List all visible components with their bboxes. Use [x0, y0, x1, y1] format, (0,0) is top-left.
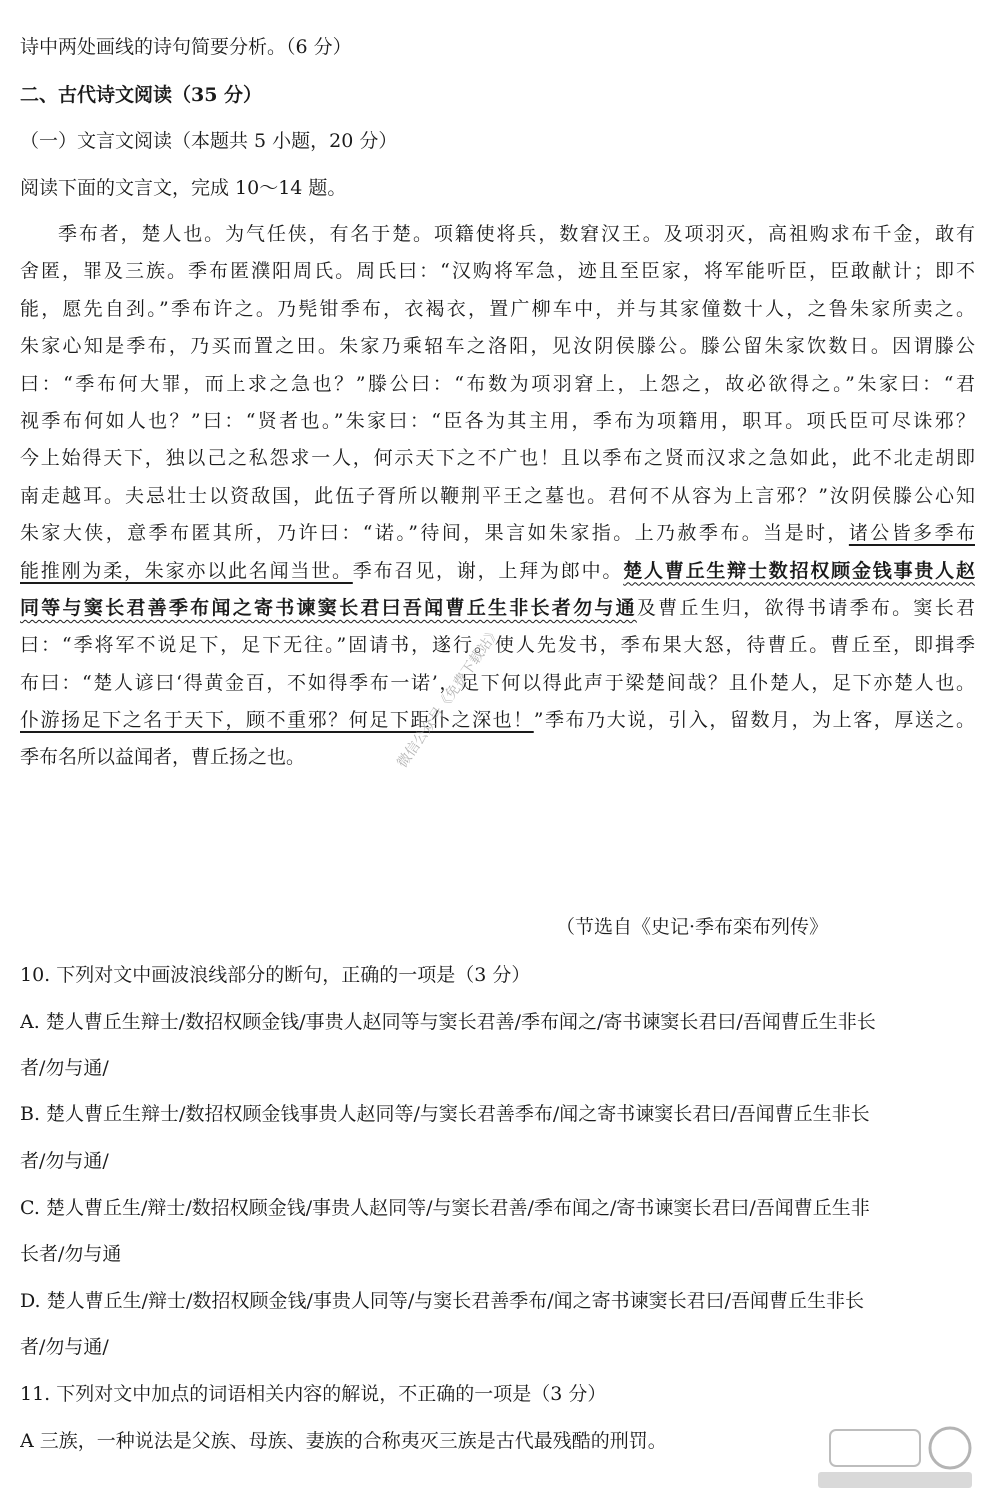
passage-line: 能，愿先自刭。”季布许之。乃髡钳季布，衣褐衣，置广柳车中，并与其家僮数十人，之鲁朱家所卖之。 [20, 297, 975, 320]
passage-line: 曰：“季布何大罪，而上求之急也？”滕公曰：“布数为项羽窘上，上怨之，故必欲得之。”朱家曰：“君 [20, 372, 975, 395]
site-logo-icon [810, 1422, 980, 1492]
q10-option-a-cont: 者/勿与通/ [20, 1057, 109, 1079]
passage-line: 舍匿，罪及三族。季布匿濮阳周氏。周氏曰：“汉购将军急，迹且至臣家，将军能听臣，臣敢献计；即不 [20, 260, 975, 283]
wavy-underlined-text-cont: 同等与窦长君善季布闻之寄书谏窦长君曰吾闻曹丘生非长者勿与通 [20, 596, 637, 619]
question-11-stem: 11. 下列对文中加点的词语相关内容的解说，不正确的一项是（3 分） [20, 1383, 607, 1405]
passage-source: （节选自《史记·季布栾布列传》 [555, 916, 828, 938]
section-title: 二、古代诗文阅读（35 分） [20, 84, 263, 106]
passage-line: 今上始得天下，独以己之私怨求一人，何示天下之不广也！且以季布之贤而汉求之急如此，此不北走胡即 [20, 447, 975, 470]
passage-line [20, 515, 975, 552]
question-10-stem: 10. 下列对文中画波浪线部分的断句，正确的一项是（3 分） [20, 964, 531, 986]
passage-line [20, 702, 975, 739]
underlined-sentence-1: 诸公皆多季布 [848, 522, 975, 545]
classical-passage [20, 216, 975, 777]
passage-line: 曰：“季将军不说足下，足下无往。”固请书，遂行。使人先发书，季布果大怒，待曹丘。曹丘至，即揖季 [20, 634, 975, 657]
passage-line: 朱家心知是季布，乃买而置之田。朱家乃乘轺车之洛阳，见汝阴侯滕公。滕公留朱家饮数日。因谓滕公 [20, 335, 975, 358]
subsection-title: （一）文言文阅读（本题共 5 小题，20 分） [20, 130, 398, 152]
passage-text: 季布召见，谢，上拜为郎中。 [352, 559, 624, 582]
q10-option-b: B. 楚人曹丘生辩士/数招权顾金钱事贵人赵同等/与窦长君善季布/闻之寄书谏窦长君曰/吾闻曹丘生非长 [20, 1103, 870, 1125]
passage-line: 季布名所以益闻者，曹丘扬之也。 [20, 746, 306, 769]
passage-line: 视季布何如人也？”曰：“贤者也。”朱家曰：“臣各为其主用，季布为项籍用，职耳。项氏臣可尽诛邪？ [20, 409, 975, 432]
watermark-text: 微信公众号《免费下载站》 [394, 624, 504, 771]
wavy-underlined-text: 楚人曹丘生辩士数招权顾金钱事贵人赵 [623, 559, 975, 582]
q10-option-c-cont: 长者/勿与通 [20, 1243, 122, 1265]
passage-line [20, 590, 975, 627]
q10-option-b-cont: 者/勿与通/ [20, 1150, 109, 1172]
passage-text: ”季布乃大说，引入，留数月，为上客，厚送之。 [533, 709, 975, 732]
q10-option-d-cont: 者/勿与通/ [20, 1336, 109, 1358]
passage-line: 季布者，楚人也。为气任侠，有名于楚。项籍使将兵，数窘汉王。及项羽灭，高祖购求布千金，敢有 [58, 223, 975, 245]
q10-option-c: C. 楚人曹丘生/辩士/数招权顾金钱/事贵人赵同等/与窦长君善/季布闻之/寄书谏窦长君曰/吾闻曹丘生非 [20, 1197, 870, 1219]
passage-line: 布曰：“楚人谚曰‘得黄金百，不如得季布一诺’，足下何以得此声于梁楚间哉？且仆楚人，足下亦楚人也。 [20, 671, 975, 694]
q10-option-a: A. 楚人曹丘生辩士/数招权顾金钱/事贵人赵同等与窦长君善/季布闻之/寄书谏窦长君曰/吾闻曹丘生非长 [20, 1011, 876, 1033]
passage-text: 朱家大侠，意季布匿其所，乃许曰：“诺。”待间，果言如朱家指。上乃赦季布。当是时， [20, 522, 849, 545]
underlined-sentence-2: 仆游扬足下之名于天下，顾不重邪？何足下距仆之深也！ [20, 709, 534, 732]
q11-option-a: A 三族，一种说法是父族、母族、妻族的合称夷灭三族是古代最残酷的刑罚。 [20, 1430, 667, 1452]
underlined-sentence-1-cont: 能推刚为柔，朱家亦以此名闻当世。 [20, 559, 353, 582]
passage-line [20, 553, 975, 590]
passage-text: 及曹丘生归，欲得书请季布。窦长君 [636, 596, 975, 619]
reading-instruction: 阅读下面的文言文，完成 10～14 题。 [20, 177, 347, 199]
passage-line: 南走越耳。夫忌壮士以资敌国，此伍子胥所以鞭荆平王之墓也。君何不从容为上言邪？”汝阴侯滕公心知 [20, 484, 975, 507]
previous-question-tail: 诗中两处画线的诗句简要分析。（6 分） [20, 36, 352, 58]
q10-option-d: D. 楚人曹丘生/辩士/数招权顾金钱/事贵人同等/与窦长君善季布/闻之寄书谏窦长君曰/吾闻曹丘生非长 [20, 1290, 865, 1312]
